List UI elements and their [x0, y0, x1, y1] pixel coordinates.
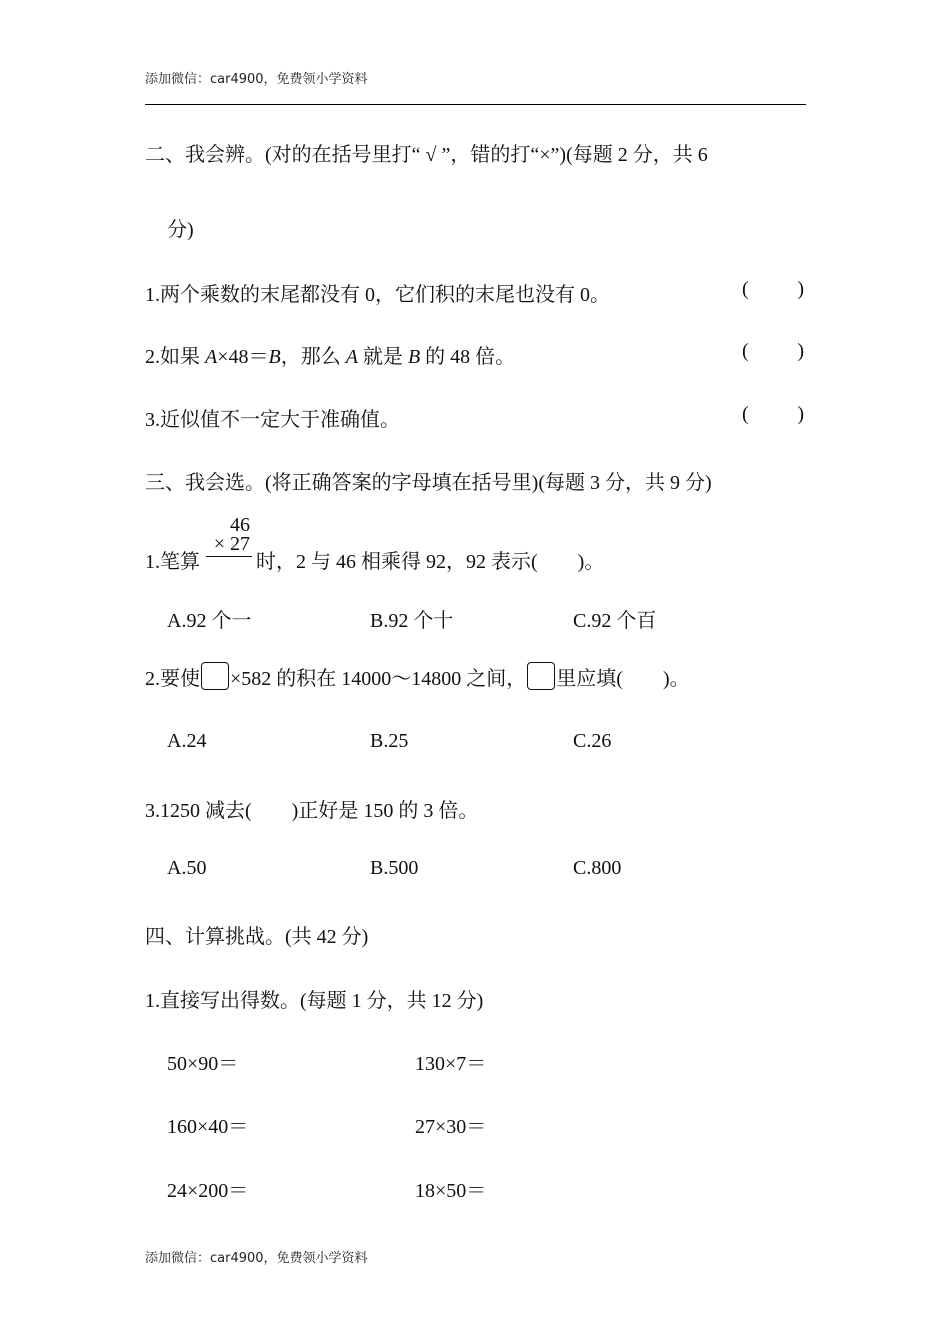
calc-item: 130×7＝	[415, 1053, 487, 1075]
s3-q3-option-a[interactable]: A.50	[167, 857, 207, 879]
s2-item-2: 2.如果 A×48＝B，那么 A 就是 B 的 48 倍。	[145, 346, 516, 368]
header-rule	[145, 104, 806, 105]
s3-q2-option-b[interactable]: B.25	[370, 730, 409, 752]
s3-q2-option-a[interactable]: A.24	[167, 730, 207, 752]
section2-title: 二、我会辨。(对的在括号里打“ √ ”，错的打“×”)(每题 2 分，共 6	[145, 144, 708, 166]
section4-sub1: 1.直接写出得数。(每题 1 分，共 12 分)	[145, 990, 484, 1012]
calc-item: 160×40＝	[167, 1116, 249, 1138]
s3-q2-option-c[interactable]: C.26	[573, 730, 612, 752]
answer-paren[interactable]: ( )	[742, 340, 804, 362]
section2-title-cont: 分)	[167, 219, 194, 241]
page-footer: 添加微信：car4900，免费领小学资料	[145, 1251, 368, 1266]
blank-box-icon[interactable]	[527, 662, 555, 690]
blank-box-icon[interactable]	[201, 662, 229, 690]
calc-item: 50×90＝	[167, 1053, 239, 1075]
vert-multiplier: × 27	[206, 533, 252, 557]
calc-item: 24×200＝	[167, 1180, 249, 1202]
s3-q3-option-b[interactable]: B.500	[370, 857, 419, 879]
s2-item-1: 1.两个乘数的末尾都没有 0，它们积的末尾也没有 0。	[145, 284, 610, 306]
s3-q1-option-a[interactable]: A.92 个一	[167, 610, 252, 632]
s3-q1-option-c[interactable]: C.92 个百	[573, 610, 657, 632]
calc-item: 18×50＝	[415, 1180, 487, 1202]
answer-paren[interactable]: ( )	[742, 403, 804, 425]
section4-title: 四、计算挑战。(共 42 分)	[145, 926, 369, 948]
vertical-multiplication	[206, 514, 252, 557]
s3-q2: 2.要使 ×582 的积在 14000～14800 之间， 里应填( )。	[145, 662, 690, 691]
s3-q3: 3.1250 减去( )正好是 150 的 3 倍。	[145, 800, 479, 822]
s3-q1-option-b[interactable]: B.92 个十	[370, 610, 454, 632]
s3-q3-option-c[interactable]: C.800	[573, 857, 622, 879]
vert-multiplicand: 46	[230, 514, 250, 536]
s2-item-3: 3.近似值不一定大于准确值。	[145, 409, 400, 431]
calc-item: 27×30＝	[415, 1116, 487, 1138]
answer-paren[interactable]: ( )	[742, 278, 804, 300]
section3-title: 三、我会选。(将正确答案的字母填在括号里)(每题 3 分，共 9 分)	[145, 472, 712, 494]
s3-q1-prefix: 1.笔算	[145, 551, 200, 573]
page-header: 添加微信：car4900，免费领小学资料	[145, 72, 368, 87]
s3-q1-suffix: 时，2 与 46 相乘得 92，92 表示( )。	[256, 551, 605, 573]
